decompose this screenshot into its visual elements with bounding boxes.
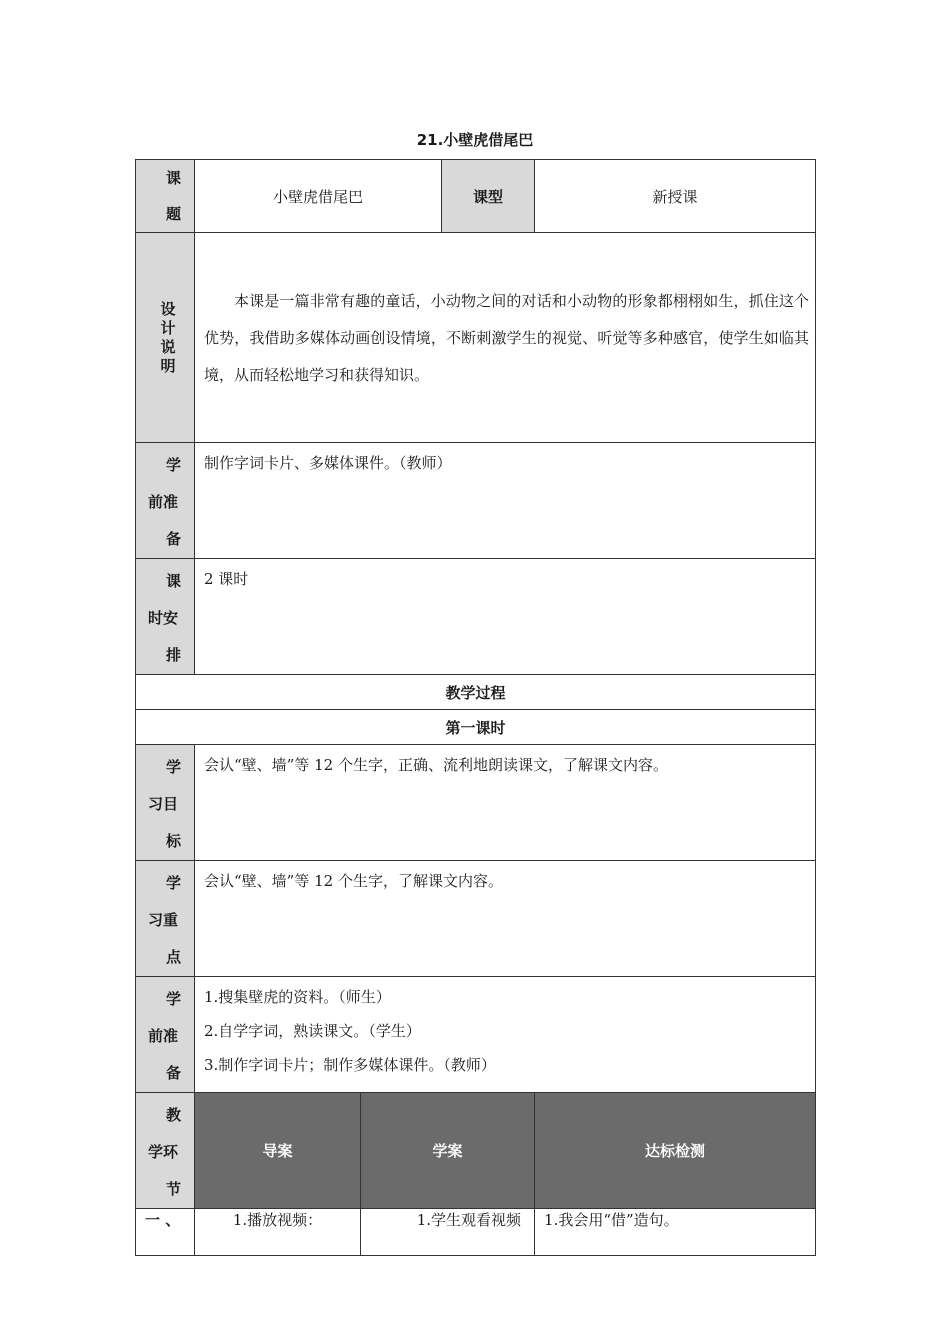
- prep2-label: 学 前准 备: [136, 977, 195, 1093]
- lesson-type-label: 课型: [442, 160, 535, 233]
- prep-label: 学 前准 备: [136, 443, 195, 559]
- page-title: 21.小壁虎借尾巴: [416, 131, 534, 149]
- prep2-row: [136, 977, 816, 1093]
- study-header: 学案: [361, 1093, 535, 1209]
- list-item: 2.自学字词，熟读课文。（学生）: [204, 1022, 421, 1040]
- key-points-text: 会认“壁、墙”等 12 个生字，了解课文内容。: [195, 861, 816, 977]
- schedule-row: [136, 559, 816, 675]
- design-row: [136, 233, 816, 443]
- check-header: 达标检测: [535, 1093, 816, 1209]
- phase-label: 教 学环 节: [136, 1093, 195, 1209]
- goals-row: [136, 745, 816, 861]
- process-heading-row: [136, 675, 816, 710]
- stage-cell: 一 、: [136, 1209, 195, 1256]
- prep2-list: [195, 977, 816, 1093]
- guide-cell: 1.播放视频：: [195, 1209, 361, 1256]
- table-row: [136, 1209, 816, 1256]
- schedule-text: 2 课时: [195, 559, 816, 675]
- prep-text: 制作字词卡片、多媒体课件。（教师）: [195, 443, 816, 559]
- design-text: 本课是一篇非常有趣的童话，小动物之间的对话和小动物的形象都栩栩如生，抓住这个优势，我借助多媒体动画创设情境，不断刺激学生的视觉、听觉等多种感官，使学生如临其境，从而轻松地学习和获得知识。: [195, 233, 816, 443]
- lesson-type-value: 新授课: [535, 160, 816, 233]
- lesson-plan-table: [135, 159, 816, 1256]
- list-item: 3.制作字词卡片；制作多媒体课件。（教师）: [204, 1056, 496, 1074]
- topic-row: [136, 160, 816, 233]
- study-cell: 1.学生观看视频: [361, 1209, 535, 1256]
- topic-value: 小壁虎借尾巴: [195, 160, 442, 233]
- goals-text: 会认“壁、墙”等 12 个生字，正确、流利地朗读课文，了解课文内容。: [195, 745, 816, 861]
- lesson1-heading-row: [136, 710, 816, 745]
- lesson1-heading: 第一课时: [136, 710, 816, 745]
- guide-header: 导案: [195, 1093, 361, 1209]
- key-points-label: 学 习重 点: [136, 861, 195, 977]
- list-item: 1.搜集壁虎的资料。（师生）: [204, 988, 391, 1006]
- goals-label: 学 习目 标: [136, 745, 195, 861]
- topic-label: 课 题: [136, 160, 195, 233]
- phase-header-row: [136, 1093, 816, 1209]
- schedule-label: 课 时安 排: [136, 559, 195, 675]
- key-points-row: [136, 861, 816, 977]
- design-label: 设计说明: [136, 233, 195, 443]
- process-heading: 教学过程: [136, 675, 816, 710]
- check-cell: 1.我会用“借”造句。: [535, 1209, 816, 1256]
- prep-row: [136, 443, 816, 559]
